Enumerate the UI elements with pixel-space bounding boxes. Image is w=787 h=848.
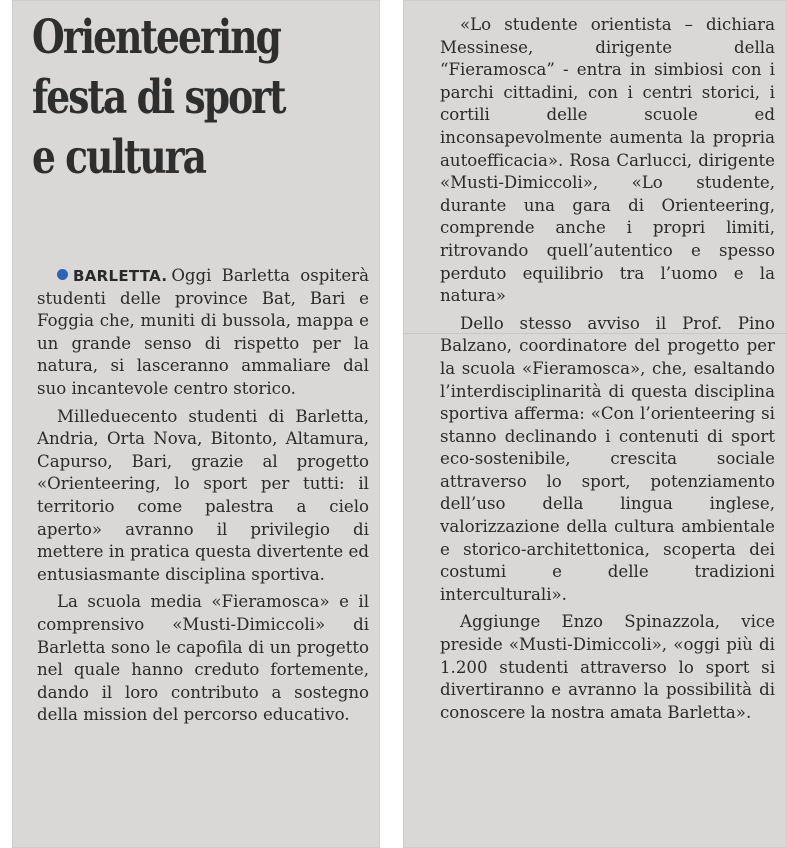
right-column-clipping [403, 0, 787, 848]
paragraph: La scuola media «Fieramosca» e il comprensivo «Musti-Dimiccoli» di Barletta sono le capofila di un progetto nel quale hanno creduto fortemente, dando il loro contributo a sostegno della mission del percorso educativo. [37, 592, 369, 725]
paragraph-intro [37, 265, 369, 401]
headline: Orienteering festa di sport e cultura [32, 10, 285, 185]
right-column-text [440, 14, 775, 724]
paragraph-quotes: «Lo studente orientista – dichiara Messinese, dirigente della “Fieramosca” - entra in simbiosi con i parchi cittadini, con i centri storici, i cortili delle scuole ed inconsapevolmente aumenta la propria autoefficacia». Rosa Carlucci, dirigente «Musti-Dimiccoli», «Lo studente, durante una gara di Orienteering, comprende anche i propri limiti, ritrovando quell’autentico e spesso perduto equilibrio tra l’uomo e la natura» [440, 15, 775, 306]
paragraph: Aggiunge Enzo Spinazzola, vice preside «Musti-Dimiccoli», «oggi più di 1.200 studenti attraverso lo sport si divertiranno e avranno la possibilità di conoscere la nostra amata Barletta». [440, 612, 775, 722]
paragraph-text: Oggi Barletta ospiterà studenti delle province Bat, Bari e Foggia che, muniti di bussola, mappa e un grande senso di rispetto per la natura, si lasceranno ammaliare dal suo incantevole centro storico. [37, 266, 369, 398]
dateline: BARLETTA. [73, 267, 168, 285]
left-column-text [37, 265, 369, 727]
paragraph: Milleduecento studenti di Barletta, Andria, Orta Nova, Bitonto, Altamura, Capurso, Bari, grazie al progetto «Orienteering, lo sport per tutti: il territorio come palestra a cielo aperto» avranno il privilegio di mettere in pratica questa divertente ed entusiasmante disciplina sportiva. [37, 406, 369, 584]
left-column-clipping [12, 0, 380, 848]
bullet-icon [57, 269, 68, 280]
paragraph: Dello stesso avviso il Prof. Pino Balzano, coordinatore del progetto per la scuola «Fieramosca», che, esaltando l’interdisciplinarità di questa disciplina sportiva afferma: «Con l’orienteering si stanno declinando i contenuti di sport eco-sostenibile, crescita sociale attraverso lo sport, potenziamento dell’uso della lingua inglese, valorizzazione della cultura ambientale e storico-architettonica, scoperta dei costumi e delle tradizioni interculturali». [440, 313, 775, 604]
